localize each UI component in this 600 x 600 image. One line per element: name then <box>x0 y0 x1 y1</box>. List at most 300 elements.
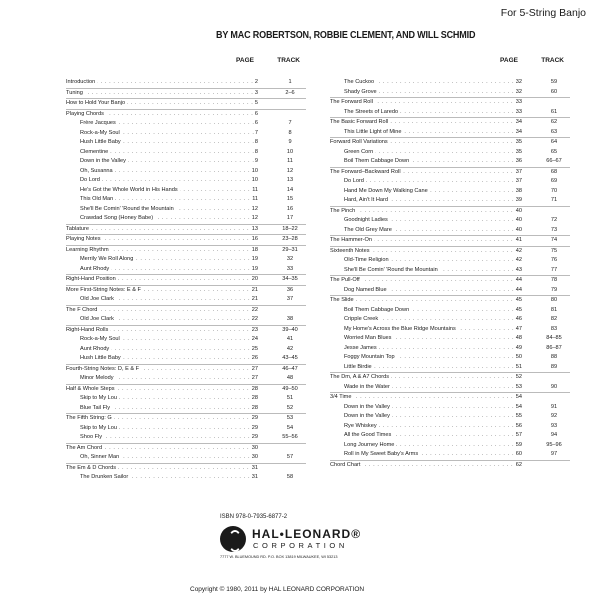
entry-page: 45 <box>515 306 522 316</box>
entry-track: 36 <box>286 286 294 293</box>
toc-entry <box>66 384 306 395</box>
toc-entry <box>66 234 306 245</box>
toc-entry <box>66 274 306 285</box>
toc-entry <box>66 88 306 99</box>
entry-track: 29–31 <box>282 246 298 253</box>
entry-track: 11 <box>287 158 293 164</box>
entry-page: 34 <box>515 128 522 138</box>
toc-entry <box>330 372 570 383</box>
entry-title: Introduction <box>66 78 97 88</box>
entry-page: 32 <box>515 88 522 98</box>
entry-page: 35 <box>515 148 522 158</box>
entry-title: Old-Time Religion <box>344 256 391 266</box>
entry-title: Half & Whole Steps <box>66 385 117 395</box>
entry-title: Fourth-String Notes: D, E & F <box>66 365 141 375</box>
hal-leonard-emblem-icon <box>220 526 246 552</box>
column-header <box>66 57 306 70</box>
toc-entry <box>330 412 570 422</box>
entry-track: 95–96 <box>546 441 562 448</box>
toc-entry <box>66 176 306 186</box>
entry-page: 36 <box>515 157 522 167</box>
entry-page: 19 <box>251 265 258 275</box>
entry-track: 97 <box>550 451 558 457</box>
entry-page: 11 <box>251 186 258 196</box>
entry-page: 10 <box>251 167 258 177</box>
toc-entry <box>66 374 306 384</box>
entry-title: Foggy Mountain Top <box>344 353 397 363</box>
entry-title: Chord Chart <box>330 461 362 471</box>
entry-page: 3 <box>254 89 258 99</box>
toc-entry <box>330 383 570 393</box>
entry-title: The Em & D Chords <box>66 464 118 474</box>
entry-title: She'll Be Comin' 'Round the Mountain <box>80 205 176 215</box>
toc-entry <box>66 394 306 404</box>
entry-page: 13 <box>251 225 258 235</box>
entry-track: 70 <box>550 187 558 194</box>
entry-page: 48 <box>515 334 522 344</box>
entry-track: 2–6 <box>285 89 295 96</box>
toc-entry <box>66 255 306 265</box>
toc-entry <box>330 315 570 325</box>
toc-entry <box>66 424 306 434</box>
entry-page: 24 <box>251 335 258 345</box>
entry-title: The Basic Forward Roll <box>330 118 390 128</box>
entry-title: Little Birdie <box>344 363 374 373</box>
entry-page: 21 <box>251 286 258 296</box>
toc-entry <box>66 413 306 424</box>
entry-page: 10 <box>251 176 258 186</box>
entry-title: This Little Light of Mine <box>344 128 404 138</box>
entry-track: 92 <box>550 413 558 419</box>
entry-title: The Old Grey Mare <box>344 226 394 236</box>
toc-entry <box>66 305 306 316</box>
entry-page: 25 <box>251 345 258 355</box>
entry-title: Aunt Rhody <box>80 265 111 275</box>
entry-title: Dog Named Blue <box>344 286 389 296</box>
entry-title: Cripple Creek <box>344 315 380 325</box>
page-column-header: PAGE <box>236 57 254 64</box>
entry-title: Wade in the Water <box>344 383 392 393</box>
dot-leader <box>330 393 522 403</box>
entry-track: 65 <box>550 148 558 155</box>
toc-entry <box>330 286 570 296</box>
entry-page: 42 <box>515 256 522 266</box>
entry-track: 39–40 <box>282 326 298 333</box>
toc-entry <box>66 214 306 224</box>
entry-title: Sixteenth Notes <box>330 247 372 257</box>
entry-track: 82 <box>550 316 558 322</box>
entry-track: 83 <box>550 325 558 332</box>
entry-track: 80 <box>550 297 558 303</box>
toc-entry <box>330 148 570 158</box>
track-column-header: TRACK <box>277 57 300 64</box>
entry-page: 18 <box>251 246 258 256</box>
toc-entry <box>66 195 306 205</box>
entry-title: More First-String Notes: E & F <box>66 286 143 296</box>
entry-title: Right-Hand Position <box>66 275 118 285</box>
entry-track: 94 <box>550 432 558 438</box>
entry-title: Down in the Valley <box>80 157 128 167</box>
entry-title: Shoo Fly <box>80 433 104 443</box>
entry-title: The Streets of Laredo <box>344 108 400 118</box>
entry-page: 7 <box>254 129 258 139</box>
toc-entry <box>330 246 570 257</box>
toc-entry <box>66 265 306 275</box>
entry-page: 59 <box>515 441 522 451</box>
toc-entry <box>330 235 570 246</box>
toc-entry <box>330 275 570 286</box>
entry-page: 28 <box>251 404 258 414</box>
entry-title: How to Hold Your Banjo <box>66 99 127 109</box>
entry-page: 40 <box>515 207 522 217</box>
entry-track: 66–67 <box>546 158 562 164</box>
entry-page: 44 <box>515 286 522 296</box>
toc-entry <box>330 206 570 217</box>
entry-page: 31 <box>251 464 258 474</box>
toc-entry <box>66 98 306 109</box>
entry-track: 48 <box>286 375 294 381</box>
toc-entry <box>330 344 570 354</box>
entry-page: 26 <box>251 354 258 364</box>
entry-page: 9 <box>254 157 258 167</box>
entry-track: 41 <box>286 336 294 342</box>
entry-track: 69 <box>550 178 558 184</box>
toc-right-column <box>330 57 570 470</box>
entry-page: 46 <box>515 315 522 325</box>
entry-track: 49–50 <box>282 385 298 392</box>
entry-page: 62 <box>515 461 522 471</box>
entry-page: 21 <box>251 295 258 305</box>
entry-track: 77 <box>550 266 558 273</box>
entry-title: Blue Tail Fly <box>80 404 112 414</box>
toc-entry <box>330 177 570 187</box>
toc-entry <box>66 364 306 375</box>
entry-page: 27 <box>251 374 258 384</box>
entry-title: Tuning <box>66 89 85 99</box>
dot-leader <box>66 89 258 99</box>
entry-page: 33 <box>515 108 522 118</box>
entry-track: 23–28 <box>282 236 298 242</box>
entry-page: 40 <box>515 226 522 236</box>
toc-entry <box>66 345 306 355</box>
entry-track: 51 <box>286 395 294 401</box>
entry-title: She'll Be Comin' 'Round the Mountain <box>344 266 440 276</box>
entry-title: Oh, Sinner Man <box>80 453 121 463</box>
entry-track: 61 <box>550 108 558 115</box>
entry-title: Skip to My Lou <box>80 424 119 434</box>
entry-track: 89 <box>550 363 558 370</box>
entry-title: All the Good Times <box>344 431 393 441</box>
entry-track: 38 <box>286 316 294 322</box>
entry-title: Skip to My Lou <box>80 394 119 404</box>
toc-entry <box>66 205 306 215</box>
toc-entry <box>330 88 570 98</box>
entry-title: The Cuckoo <box>344 78 376 88</box>
entry-track: 71 <box>550 197 558 203</box>
toc-entry <box>66 463 306 474</box>
entry-page: 56 <box>515 422 522 432</box>
toc-entry <box>330 295 570 306</box>
entry-track: 60 <box>550 88 558 95</box>
entry-title: The Dm, A & A7 Chords <box>330 373 391 383</box>
entry-title: Aunt Rhody <box>80 345 111 355</box>
entry-page: 41 <box>515 236 522 246</box>
entry-page: 16 <box>251 235 258 245</box>
toc-entry <box>66 295 306 305</box>
entry-track: 18–22 <box>282 225 298 232</box>
entry-title: Forward Roll Variations <box>330 138 390 148</box>
entry-page: 40 <box>515 216 522 226</box>
entry-page: 57 <box>515 431 522 441</box>
entry-title: Green Corn <box>344 148 375 158</box>
entry-page: 5 <box>254 99 258 109</box>
entry-page: 39 <box>515 196 522 206</box>
entry-track: 57 <box>286 454 294 460</box>
entry-title: Down in the Valley <box>344 412 392 422</box>
entry-title: Hard, Ain't It Hard <box>344 196 390 206</box>
entry-page: 8 <box>254 148 258 158</box>
toc-entry <box>330 403 570 413</box>
entry-page: 8 <box>254 138 258 148</box>
entry-page: 28 <box>251 385 258 395</box>
entry-title: Goodnight Ladies <box>344 216 390 226</box>
entry-title: Hush Little Baby <box>80 138 123 148</box>
entry-page: 6 <box>254 119 258 129</box>
entry-track: 86–87 <box>546 344 562 351</box>
toc-entry <box>66 138 306 148</box>
dot-leader <box>330 207 522 217</box>
entry-page: 54 <box>515 403 522 413</box>
entry-title: Tablature <box>66 225 91 235</box>
toc-entry <box>66 186 306 196</box>
toc-entry <box>66 245 306 256</box>
toc-entry <box>66 404 306 414</box>
entry-title: This Old Man <box>80 195 115 205</box>
authors-line: BY MAC ROBERTSON, ROBBIE CLEMENT, AND WILL SCHMID <box>216 29 476 41</box>
entry-track: 74 <box>550 237 558 243</box>
toc-entry <box>66 335 306 345</box>
entry-track: 10 <box>286 148 294 155</box>
toc-entry <box>330 334 570 344</box>
column-header <box>330 57 570 70</box>
entry-track: 9 <box>288 139 292 145</box>
entry-track: 59 <box>550 79 558 85</box>
entry-track: 63 <box>550 128 558 135</box>
dot-leader <box>80 176 258 186</box>
entry-title: Long Journey Home <box>344 441 396 451</box>
entry-page: 30 <box>251 444 258 454</box>
entry-page: 33 <box>515 98 522 108</box>
entry-page: 31 <box>251 473 258 483</box>
entry-title: Rye Whiskey <box>344 422 379 432</box>
entry-page: 12 <box>251 214 258 224</box>
entry-track: 84–85 <box>546 335 562 341</box>
book-subtitle: For 5-String Banjo <box>500 7 586 19</box>
entry-title: The Forward–Backward Roll <box>330 168 403 178</box>
isbn: ISBN 978-0-7935-6877-2 <box>220 514 288 520</box>
toc-entry <box>66 443 306 454</box>
toc-entry <box>66 78 306 88</box>
toc-entry <box>330 97 570 108</box>
entry-track: 46–47 <box>282 365 298 372</box>
entry-page: 29 <box>251 424 258 434</box>
entry-page: 52 <box>515 373 522 383</box>
entry-track: 43–45 <box>282 355 298 361</box>
toc-entry <box>330 363 570 373</box>
toc-entry <box>66 129 306 139</box>
entry-page: 38 <box>515 187 522 197</box>
dot-leader <box>66 225 258 235</box>
entry-title: Minor Melody <box>80 374 116 384</box>
entry-track: 14 <box>286 186 294 193</box>
toc-entry <box>330 431 570 441</box>
toc-entry <box>330 108 570 118</box>
page-column-header: PAGE <box>500 57 518 64</box>
entry-track: 88 <box>550 354 558 360</box>
toc-entry <box>330 216 570 226</box>
entry-page: 27 <box>251 365 258 375</box>
entry-track: 15 <box>286 196 294 202</box>
entry-page: 20 <box>251 275 258 285</box>
toc-entry <box>66 119 306 129</box>
entry-title: He's Got the Whole World in His Hands <box>80 186 180 196</box>
entry-page: 35 <box>515 138 522 148</box>
entry-track: 32 <box>286 256 294 262</box>
entry-title: Playing Chords <box>66 110 106 120</box>
entry-title: Hand Me Down My Walking Cane <box>344 187 430 197</box>
entry-title: Worried Man Blues <box>344 334 393 344</box>
entry-track: 76 <box>550 257 558 263</box>
entry-page: 60 <box>515 450 522 460</box>
entry-title: Boil Them Cabbage Down <box>344 157 411 167</box>
toc-entry <box>330 392 570 403</box>
entry-track: 64 <box>550 139 558 145</box>
entry-track: 42 <box>286 345 294 352</box>
toc-entry <box>330 167 570 178</box>
entry-track: 93 <box>550 422 558 429</box>
entry-track: 13 <box>286 177 294 183</box>
entry-title: The Forward Roll <box>330 98 375 108</box>
toc-entry <box>330 422 570 432</box>
entry-page: 37 <box>515 177 522 187</box>
toc-entries-left <box>66 78 306 483</box>
entry-page: 22 <box>251 315 258 325</box>
toc-entry <box>66 473 306 483</box>
toc-entry <box>330 256 570 266</box>
entry-title: Old Joe Clark <box>80 295 116 305</box>
toc-entry <box>330 460 570 471</box>
entry-page: 49 <box>515 344 522 354</box>
entry-page: 54 <box>515 393 522 403</box>
entry-track: 34–35 <box>282 276 298 282</box>
entry-page: 30 <box>251 453 258 463</box>
entry-page: 47 <box>515 325 522 335</box>
toc-entry <box>330 353 570 363</box>
entry-title: Right-Hand Rolls <box>66 326 110 336</box>
entry-track: 90 <box>550 383 558 390</box>
toc-entry <box>66 148 306 158</box>
entry-title: Clementine <box>80 148 110 158</box>
entry-track: 78 <box>550 277 558 283</box>
entry-track: 52 <box>286 404 294 411</box>
toc-entry <box>330 78 570 88</box>
entry-title: Down in the Valley <box>344 403 392 413</box>
entry-page: 23 <box>251 326 258 336</box>
entry-track: 17 <box>286 215 294 221</box>
toc-entry <box>66 315 306 325</box>
toc-entry <box>330 306 570 316</box>
entry-track: 58 <box>286 474 294 480</box>
entry-title: Frère Jacques <box>80 119 118 129</box>
entry-track: 62 <box>550 119 558 125</box>
logo-brand: HAL•LEONARD® <box>252 527 362 541</box>
entry-page: 50 <box>515 353 522 363</box>
toc-entry <box>330 187 570 197</box>
entry-title: Do Lord <box>344 177 366 187</box>
entry-page: 29 <box>251 433 258 443</box>
entry-title: Learning Rhythm <box>66 246 111 256</box>
toc-entry <box>330 450 570 460</box>
entry-page: 32 <box>515 78 522 88</box>
toc-entry <box>66 354 306 364</box>
toc-entry <box>66 325 306 336</box>
entry-title: Rock-a-My Soul <box>80 335 122 345</box>
entry-page: 11 <box>251 195 258 205</box>
toc-entry <box>66 453 306 463</box>
entry-page: 19 <box>251 255 258 265</box>
entry-page: 2 <box>254 78 258 88</box>
dot-leader <box>330 296 522 306</box>
toc-entry <box>66 285 306 296</box>
entry-track: 16 <box>286 205 294 212</box>
entry-title: Old Joe Clark <box>80 315 116 325</box>
entry-title: The Pinch <box>330 207 357 217</box>
entry-title: The Slide <box>330 296 356 306</box>
entry-title: The Hammer-On <box>330 236 374 246</box>
entry-page: 51 <box>515 363 522 373</box>
entry-track: 33 <box>286 265 294 272</box>
entry-title: Merrily We Roll Along <box>80 255 135 265</box>
entry-page: 55 <box>515 412 522 422</box>
entry-page: 6 <box>254 110 258 120</box>
toc-entry <box>66 433 306 443</box>
entry-page: 44 <box>515 276 522 286</box>
entry-title: The Am Chord <box>66 444 104 454</box>
entry-title: Rock-a-My Soul <box>80 129 122 139</box>
copyright: Copyright © 1980, 2011 by HAL LEONARD CORPORATION <box>190 586 365 593</box>
entry-title: The F Chord <box>66 306 99 316</box>
logo-address: 7777 W. BLUEMOUND RD. P.O. BOX 13819 MILWAUKEE, WI 53213 <box>220 555 338 559</box>
entry-track: 12 <box>286 167 294 174</box>
dot-leader <box>344 177 522 187</box>
entry-page: 29 <box>251 414 258 424</box>
entry-page: 12 <box>251 205 258 215</box>
toc-entry <box>66 224 306 235</box>
entry-title: The Drunken Sailor <box>80 473 130 483</box>
toc-entry <box>330 117 570 128</box>
entry-track: 55–56 <box>282 434 298 440</box>
dot-leader <box>80 433 258 443</box>
entry-title: Oh, Susanna <box>80 167 115 177</box>
entry-title: The Fifth String: G <box>66 414 114 424</box>
entry-track: 79 <box>550 286 558 293</box>
entry-track: 37 <box>286 296 294 302</box>
entry-title: Roll in My Sweet Baby's Arms <box>344 450 420 460</box>
entry-title: Shady Grove <box>344 88 379 98</box>
entry-title: Do Lord <box>80 176 102 186</box>
toc-entry <box>330 196 570 206</box>
toc-left-column <box>66 57 306 483</box>
